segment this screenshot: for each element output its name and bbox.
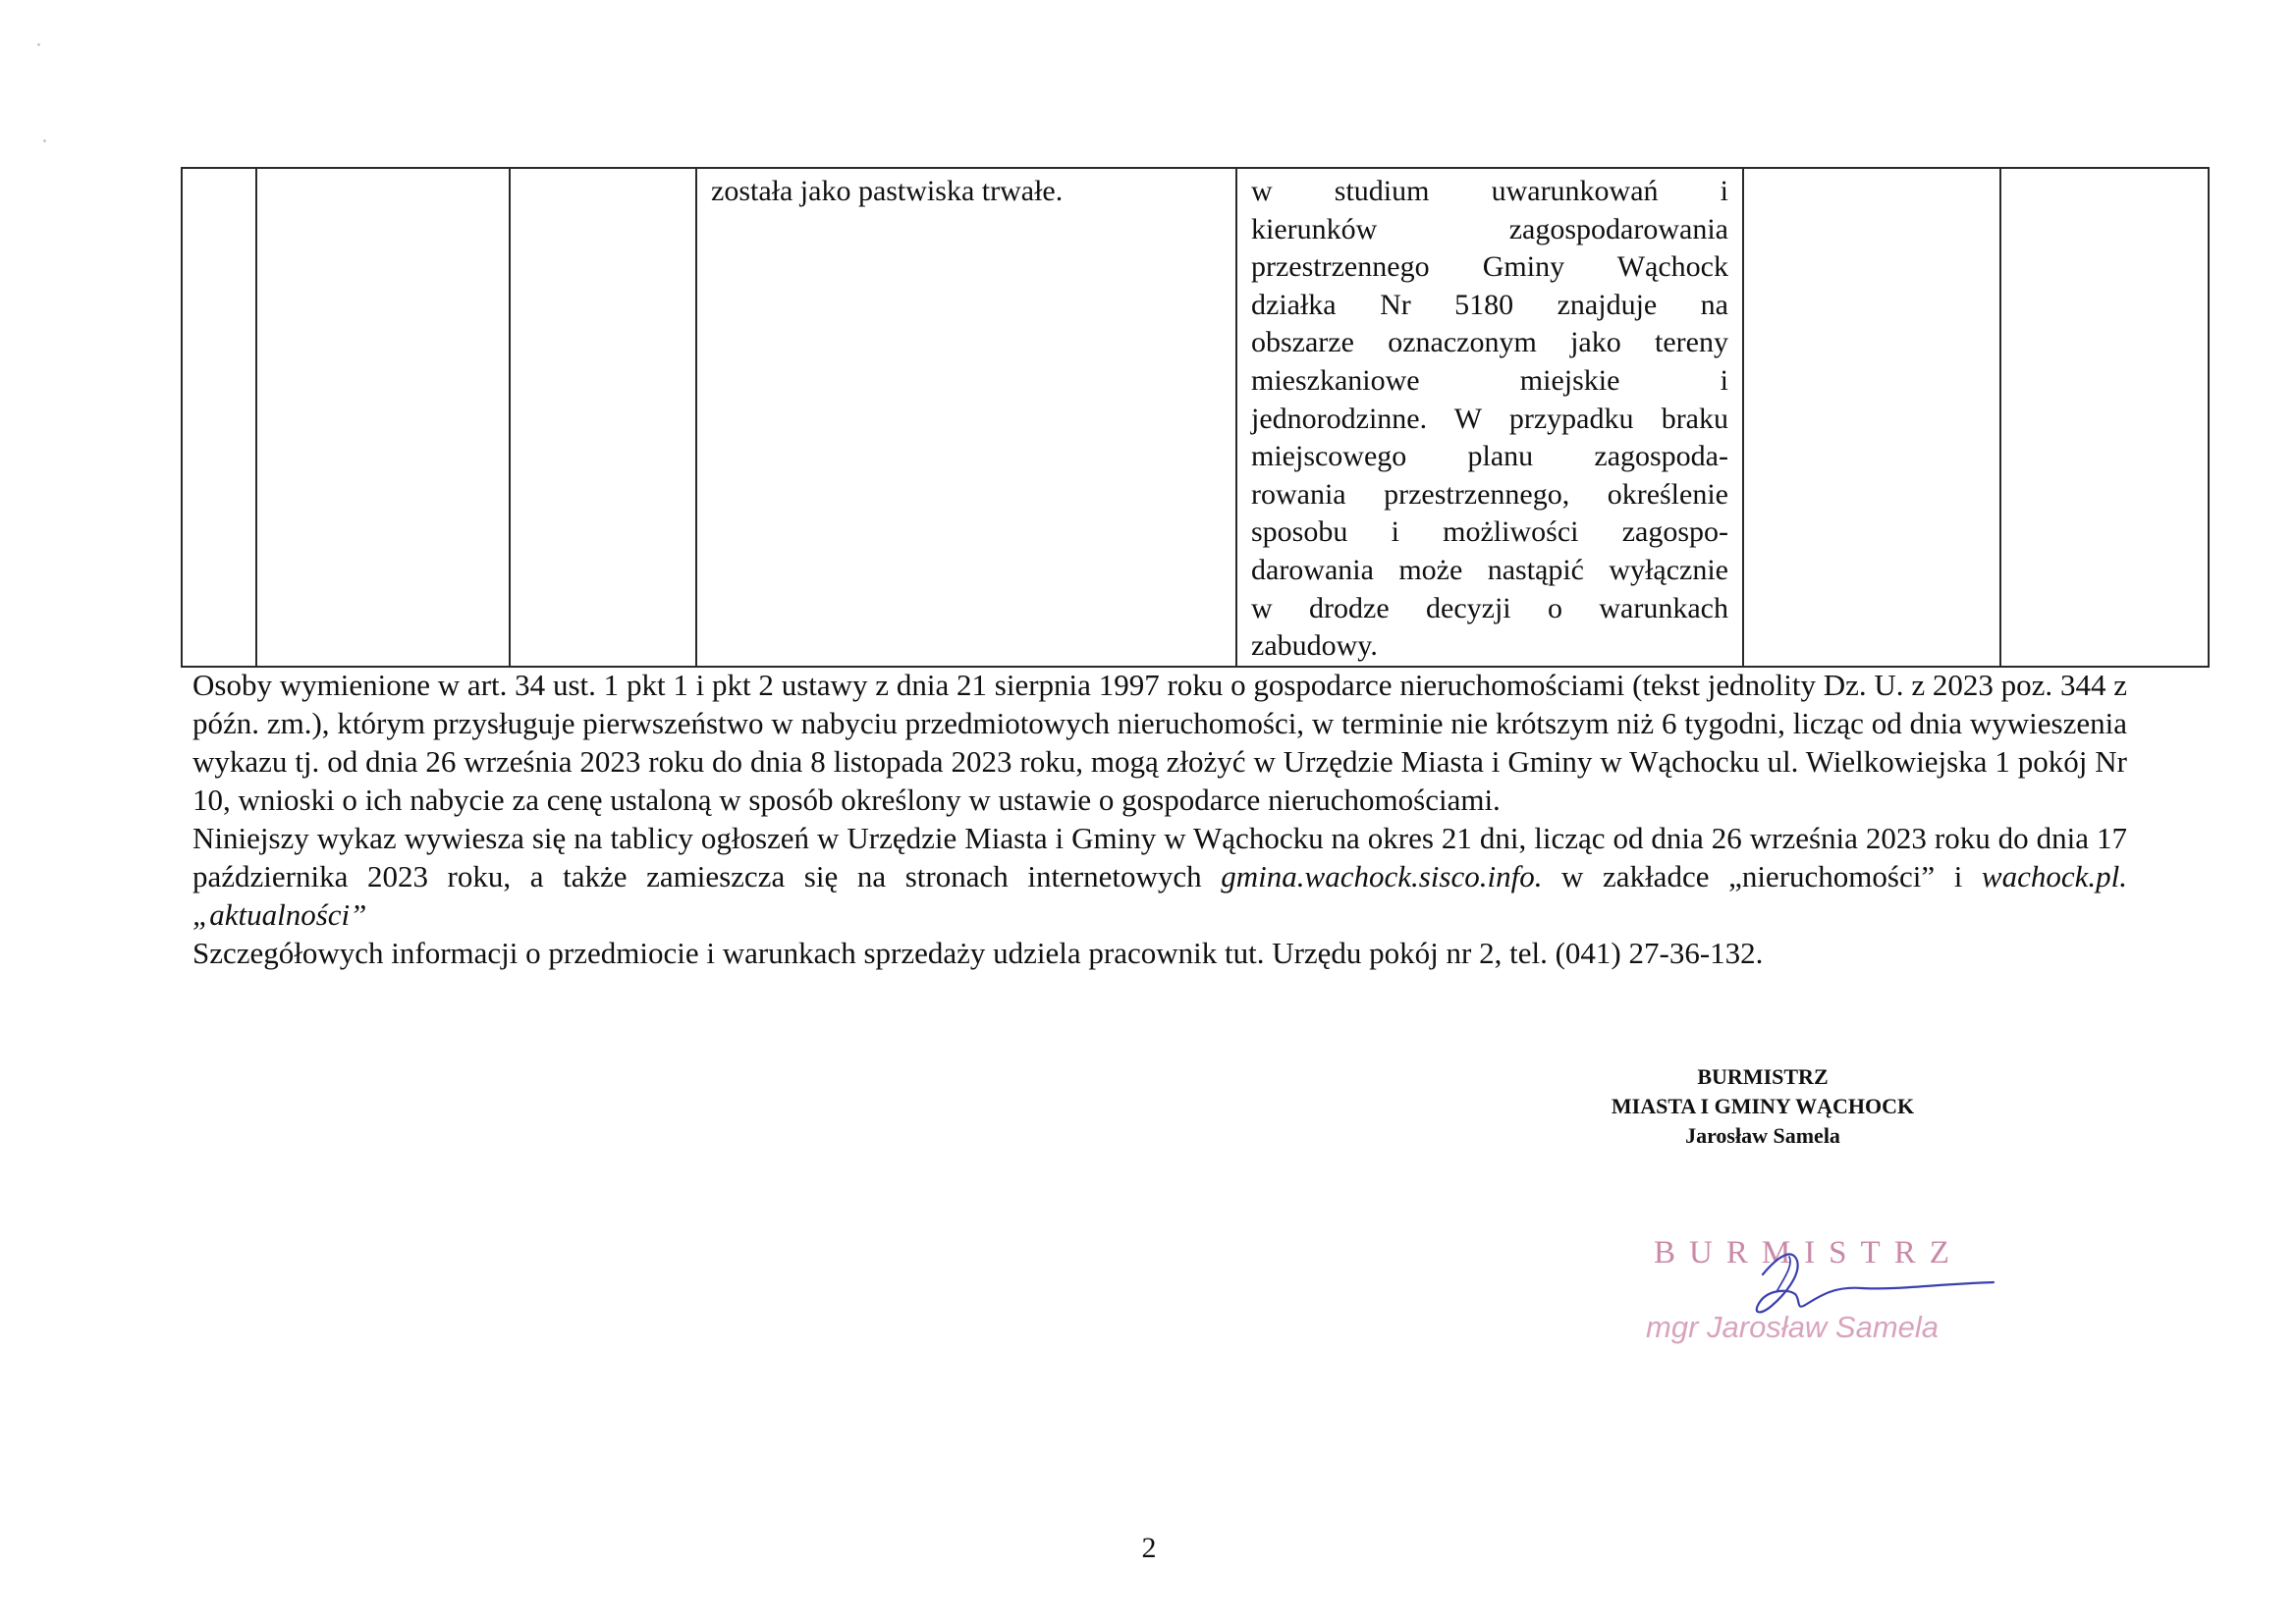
- signatory-office: MIASTA I GMINY WĄCHOCK: [1611, 1094, 1915, 1118]
- scan-speck: [37, 43, 40, 46]
- zoning-description-line: darowania może nastąpić wyłącznie: [1251, 553, 1728, 586]
- zoning-description-line: miejscowego planu zagospoda-: [1251, 440, 1728, 473]
- zoning-description-line: w drodze decyzji o warunkach: [1251, 591, 1728, 624]
- zoning-description-line: sposobu i możliwości zagospo-: [1251, 515, 1728, 549]
- signature-block: [1532, 1062, 1994, 1151]
- table-cell-col7: [2000, 168, 2209, 667]
- property-listing-table: [181, 167, 2210, 668]
- zoning-description-line: obszarze oznaczonym jako tereny: [1251, 326, 1728, 359]
- official-stamp: [1611, 1217, 2003, 1375]
- website-link-wachock[interactable]: wachock.pl. „aktualności”: [192, 859, 2127, 932]
- priority-purchase-paragraph: Osoby wymienione w art. 34 ust. 1 pkt 1 i pkt 2 ustawy z dnia 21 sierpnia 1997 roku o gospodarce nieruchomościami (tekst jednolity Dz. U. z 2023 poz. 344 z późn. zm.), którym przysługuje pierwszeństwo w nabyciu przedmiotowych nieruchomości, w terminie nie krótszym niż 6 tygodni, licząc od dnia wywieszenia wykazu tj. od dnia 26 września 2023 roku do dnia 8 listopada 2023 roku, mogą złożyć w Urzędzie Miasta i Gminy w Wąchocku ul. Wielkowiejska 1 pokój Nr 10, wnioski o ich nabycie za cenę ustaloną w sposób określony w ustawie o gospodarce nieruchomościami.: [192, 668, 2127, 817]
- publication-text: Niniejszy wykaz wywiesza się na tablicy ogłoszeń w Urzędzie Miasta i Gminy w Wąchocku na okres 21 dni, licząc od dnia 26 września 2023 roku do dnia 17 października 2023 roku, a także zamieszcza się na stronach internetowych: [192, 821, 2127, 893]
- page-number: 2: [1141, 1532, 1157, 1564]
- table-row: [182, 168, 2209, 667]
- publication-text-tab: w zakładce „nieruchomości” i: [1542, 859, 1982, 893]
- land-use-text: została jako pastwiska trwałe.: [711, 175, 1064, 207]
- zoning-description-line: mieszkaniowe miejskie i: [1251, 363, 1728, 397]
- zoning-description-text: [1237, 169, 1742, 666]
- publication-paragraph: [192, 819, 2127, 934]
- table-cell-col3: [510, 168, 696, 667]
- scan-speck: [43, 139, 46, 142]
- zoning-description-line: jednorodzinne. W przypadku braku: [1251, 402, 1728, 435]
- zoning-description-line: rowania przestrzennego, określenie: [1251, 477, 1728, 511]
- website-link-sisco[interactable]: gmina.wachock.sisco.info.: [1221, 859, 1543, 893]
- table-cell-land-use: [696, 168, 1236, 667]
- stamp-name: mgr Jarosław Samela: [1646, 1310, 1940, 1344]
- zoning-description-line: przestrzennego Gminy Wąchock: [1251, 250, 1728, 284]
- signatory-title: BURMISTRZ: [1697, 1064, 1829, 1089]
- stamp-title: BURMISTRZ: [1654, 1235, 1963, 1271]
- notice-body: [192, 666, 2127, 972]
- table-cell-col1: [182, 168, 256, 667]
- contact-info-paragraph: Szczegółowych informacji o przedmiocie i warunkach sprzedaży udziela pracownik tut. Urzędu pokój nr 2, tel. (041) 27-36-132.: [192, 936, 1764, 970]
- table-cell-col6: [1743, 168, 2000, 667]
- zoning-description-line: działka Nr 5180 znajduje na: [1251, 288, 1728, 321]
- zoning-description-line: zabudowy.: [1251, 629, 1378, 663]
- table-cell-col2: [256, 168, 510, 667]
- handwritten-signature-icon: [1669, 1217, 2003, 1355]
- signatory-name: Jarosław Samela: [1685, 1123, 1840, 1148]
- zoning-description-line: w studium uwarunkowań i: [1251, 175, 1728, 207]
- zoning-description-line: kierunków zagospodarowania: [1251, 212, 1728, 245]
- table-cell-zoning-description: [1236, 168, 1743, 667]
